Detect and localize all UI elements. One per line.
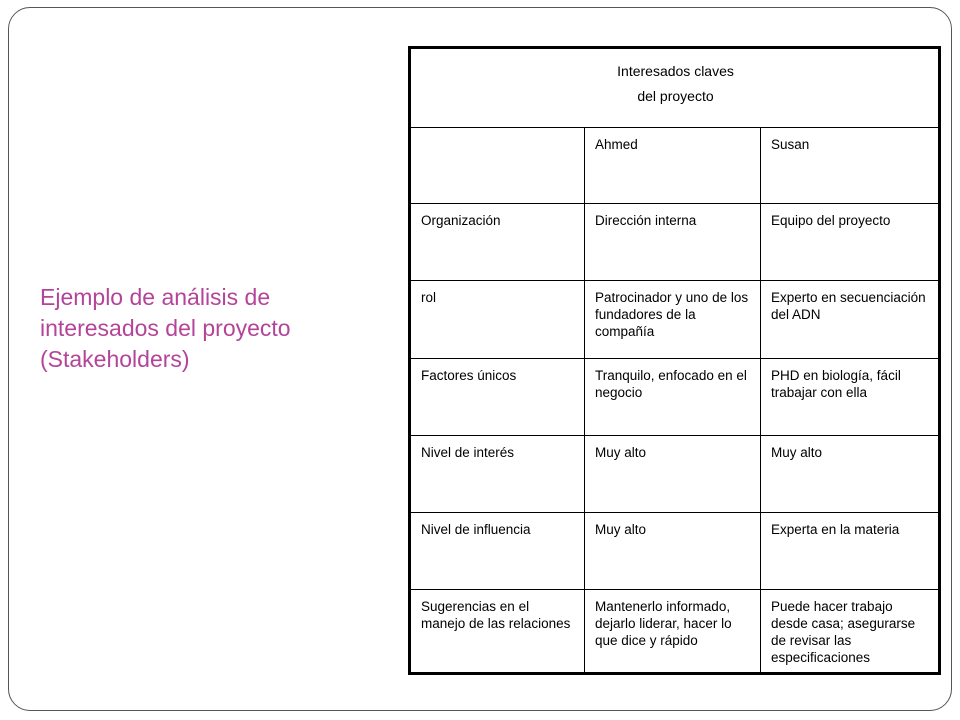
table-row-label: Nivel de interés	[410, 436, 585, 513]
table-cell: Muy alto	[585, 436, 761, 513]
table-row-label: Nivel de influencia	[410, 513, 585, 590]
table-row-label: Organización	[410, 204, 585, 281]
table-cell: Mantenerlo informado, dejarlo liderar, hacer lo que dice y rápido	[585, 590, 761, 674]
slide-title	[40, 282, 360, 375]
table-row	[410, 590, 940, 674]
table-header-line: Interesados claves	[617, 63, 734, 79]
title-line: interesados del proyecto	[40, 315, 291, 341]
table-row	[410, 359, 940, 436]
table-cell: Experto en secuenciación del ADN	[761, 281, 940, 359]
table-title-row	[410, 48, 940, 128]
table-header-line: del proyecto	[637, 88, 714, 104]
table-row	[410, 436, 940, 513]
table-cell: Puede hacer trabajo desde casa; asegurarse de revisar las especificaciones	[761, 590, 940, 674]
table-cell: Experta en la materia	[761, 513, 940, 590]
table-row	[410, 281, 940, 359]
table-row	[410, 513, 940, 590]
table-cell: Patrocinador y uno de los fundadores de la compañía	[585, 281, 761, 359]
table-column-header-row	[410, 128, 940, 204]
column-header-cell: Ahmed	[585, 128, 761, 204]
table-row-label: Sugerencias en el manejo de las relaciones	[410, 590, 585, 674]
title-line: Ejemplo de análisis de	[40, 284, 271, 310]
column-header-cell: Susan	[761, 128, 940, 204]
title-line: (Stakeholders)	[40, 346, 190, 372]
table-cell: Muy alto	[585, 513, 761, 590]
column-header-cell	[410, 128, 585, 204]
table-cell: Equipo del proyecto	[761, 204, 940, 281]
table-cell: Muy alto	[761, 436, 940, 513]
table-cell: Tranquilo, enfocado en el negocio	[585, 359, 761, 436]
stakeholder-table	[408, 46, 941, 675]
table-cell: Dirección interna	[585, 204, 761, 281]
table-row-label: rol	[410, 281, 585, 359]
table-header-cell	[410, 48, 940, 128]
table-row	[410, 204, 940, 281]
table-row-label: Factores únicos	[410, 359, 585, 436]
table-cell: PHD en biología, fácil trabajar con ella	[761, 359, 940, 436]
